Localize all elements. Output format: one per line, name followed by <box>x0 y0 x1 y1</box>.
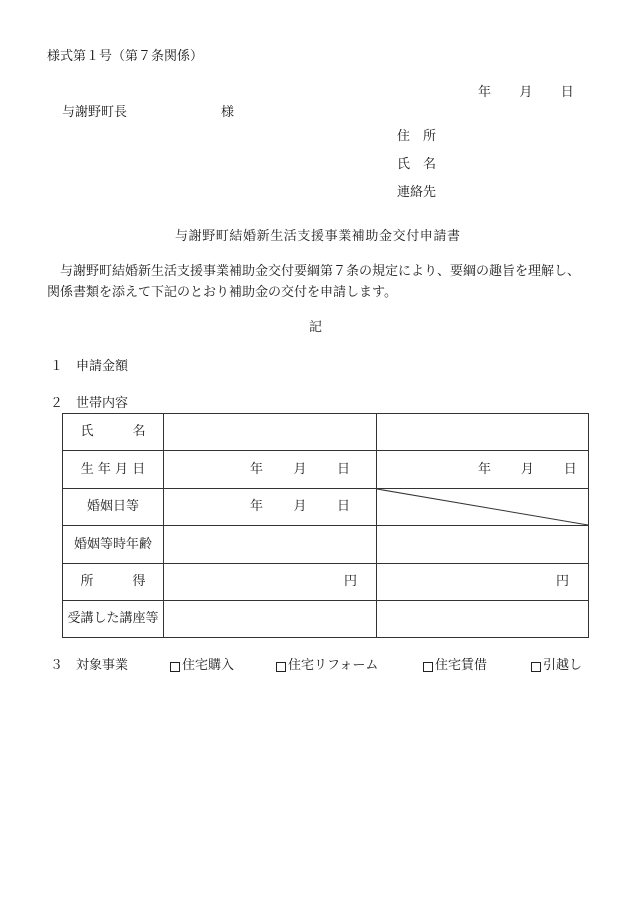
age-cell-person-1 <box>164 526 377 564</box>
body-text-line-1: 与謝野町結婚新生活支援事業補助金交付要綱第７条の規定により、要綱の趣旨を理解し、 <box>47 264 581 279</box>
marriage-date-struck-cell <box>377 489 589 526</box>
checkbox-icon[interactable] <box>170 662 180 672</box>
ki-heading: 記 <box>309 320 323 335</box>
courses-cell-person-1 <box>164 601 377 638</box>
checkbox-icon[interactable] <box>531 662 541 672</box>
section-requested-amount: １ 申請金額 <box>50 359 129 374</box>
application-date-line: 年 月 日 <box>478 85 575 100</box>
income-cell-person-2: 円 <box>377 564 589 601</box>
checkbox-icon[interactable] <box>423 662 433 672</box>
row-label-income: 所 得 <box>63 564 164 601</box>
document-title: 与謝野町結婚新生活支援事業補助金交付申請書 <box>175 229 461 244</box>
age-cell-person-2 <box>377 526 589 564</box>
option-label: 住宅賃借 <box>435 658 488 673</box>
row-label-marriage-date: 婚姻日等 <box>63 489 164 526</box>
addressee-name: 与謝野町長 <box>62 105 128 120</box>
checkbox-icon[interactable] <box>276 662 286 672</box>
option-label: 住宅リフォーム <box>288 658 379 673</box>
option-house-purchase[interactable] <box>170 658 234 674</box>
applicant-name-label: 氏 名 <box>397 157 437 172</box>
option-moving[interactable] <box>531 658 582 674</box>
applicant-contact-label: 連絡先 <box>397 185 437 200</box>
name-cell-person-1 <box>164 414 377 451</box>
option-label: 引越し <box>543 658 583 673</box>
option-label: 住宅購入 <box>182 658 235 673</box>
birthdate-cell-person-1: 年 月 日 <box>164 451 377 489</box>
row-label-age-at-marriage: 婚姻等時年齢 <box>63 526 164 564</box>
household-table <box>62 413 589 638</box>
row-label-birthdate: 生 年 月 日 <box>63 451 164 489</box>
income-cell-person-1: 円 <box>164 564 377 601</box>
option-house-rental[interactable] <box>423 658 487 674</box>
name-cell-person-2 <box>377 414 589 451</box>
addressee-honorific: 様 <box>221 105 235 120</box>
row-label-courses-attended: 受講した講座等 <box>63 601 164 638</box>
birthdate-cell-person-2: 年 月 日 <box>377 451 589 489</box>
body-text-line-2: 関係書類を添えて下記のとおり補助金の交付を申請します。 <box>47 285 397 300</box>
section-target-project: ３ 対象事業 <box>50 658 129 673</box>
row-label-name: 氏 名 <box>63 414 164 451</box>
diagonal-strike-line <box>377 489 588 525</box>
applicant-address-label: 住 所 <box>397 129 437 144</box>
option-house-renovation[interactable] <box>276 658 378 674</box>
form-number: 様式第１号（第７条関係） <box>47 49 204 64</box>
courses-cell-person-2 <box>377 601 589 638</box>
section-household-details: ２ 世帯内容 <box>50 396 129 411</box>
marriage-date-cell: 年 月 日 <box>164 489 377 526</box>
